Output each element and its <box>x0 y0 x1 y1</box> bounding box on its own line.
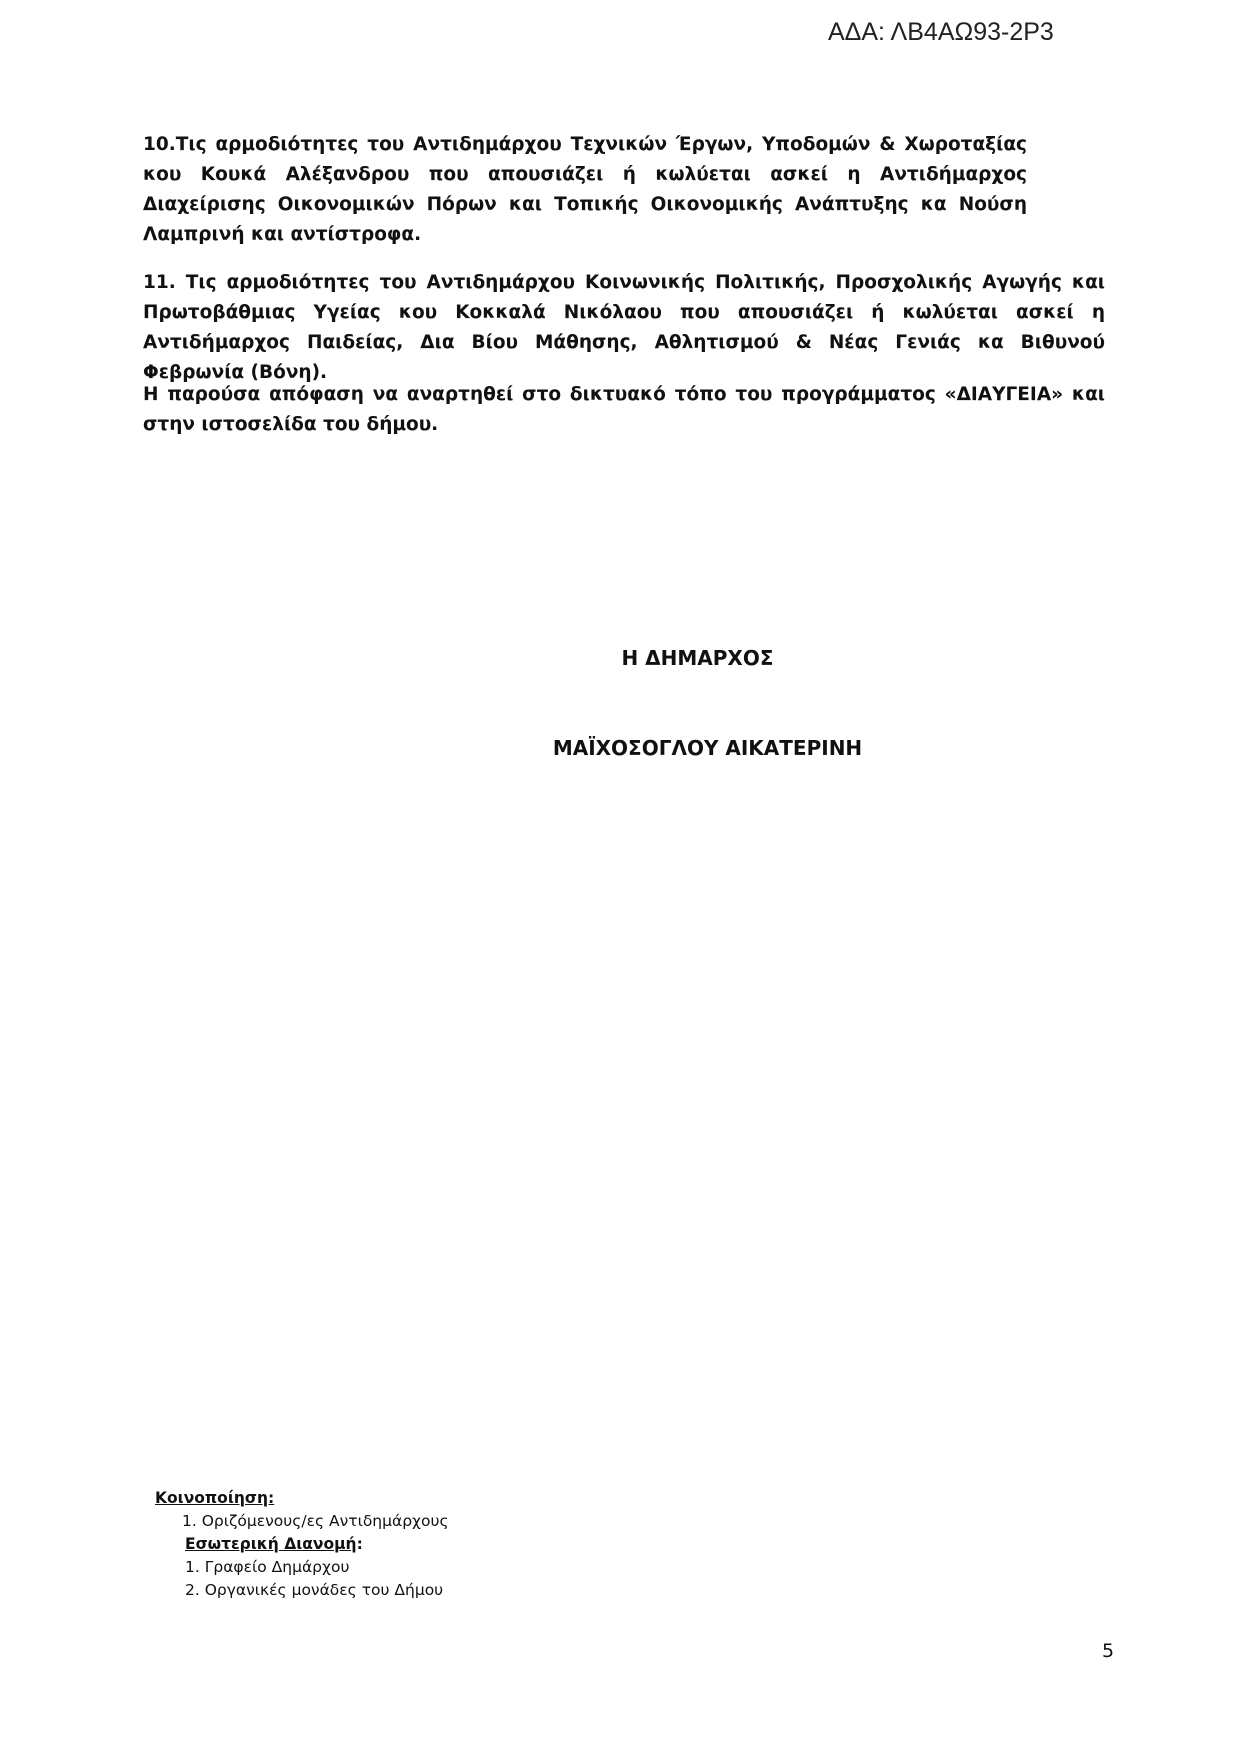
internal-heading-colon: : <box>356 1535 363 1553</box>
ada-code: ΑΔΑ: ΛΒ4ΑΩ93-2Ρ3 <box>828 18 1054 46</box>
page-number: 5 <box>1102 1640 1115 1662</box>
paragraph-10: 10.Τις αρμοδιότητες του Αντιδημάρχου Τεχνικών Έργων, Υποδομών & Χωροταξίας κου Κουκά Αλέξανδρου που απουσιάζει ή κωλύεται ασκεί η Αντιδήμαρχος Διαχείρισης Οικονομικών Πόρων και Τοπικής Οικονομικής Ανάπτυξης κα Νούση Λαμπρινή και αντίστροφα. <box>143 134 1027 245</box>
notification-heading: Κοινοποίηση: <box>155 1489 275 1507</box>
internal-heading: Εσωτερική Διανομή <box>185 1535 357 1553</box>
distribution-block <box>155 1487 449 1602</box>
signature-title: Η ΔΗΜΑΡΧΟΣ <box>621 646 774 670</box>
internal-item: 2. Οργανικές μονάδες του Δήμου <box>185 1581 444 1599</box>
notification-item: 1. Οριζόμενους/ες Αντιδημάρχους <box>182 1512 449 1530</box>
signature-name: ΜΑΪΧΟΣΟΓΛΟΥ ΑΙΚΑΤΕΡΙΝΗ <box>552 736 863 760</box>
internal-heading-line <box>155 1533 449 1556</box>
publication-paragraph: Η παρούσα απόφαση να αναρτηθεί στο δικτυακό τόπο του προγράμματος «ΔΙΑΥΓΕΙΑ» και στην ιστοσελίδα του δήμου. <box>143 384 1105 435</box>
internal-item: 1. Γραφείο Δημάρχου <box>185 1558 350 1576</box>
paragraph-11: 11. Τις αρμοδιότητες του Αντιδημάρχου Κοινωνικής Πολιτικής, Προσχολικής Αγωγής και Πρωτοβάθμιας Υγείας κου Κοκκαλά Νικόλαου που απουσιάζει ή κωλύεται ασκεί η Αντιδήμαρχος Παιδείας, Δια Βίου Μάθησης, Αθλητισμού & Νέας Γενιάς κα Βιθυνού Φεβρωνία (Βόνη). <box>143 272 1105 383</box>
